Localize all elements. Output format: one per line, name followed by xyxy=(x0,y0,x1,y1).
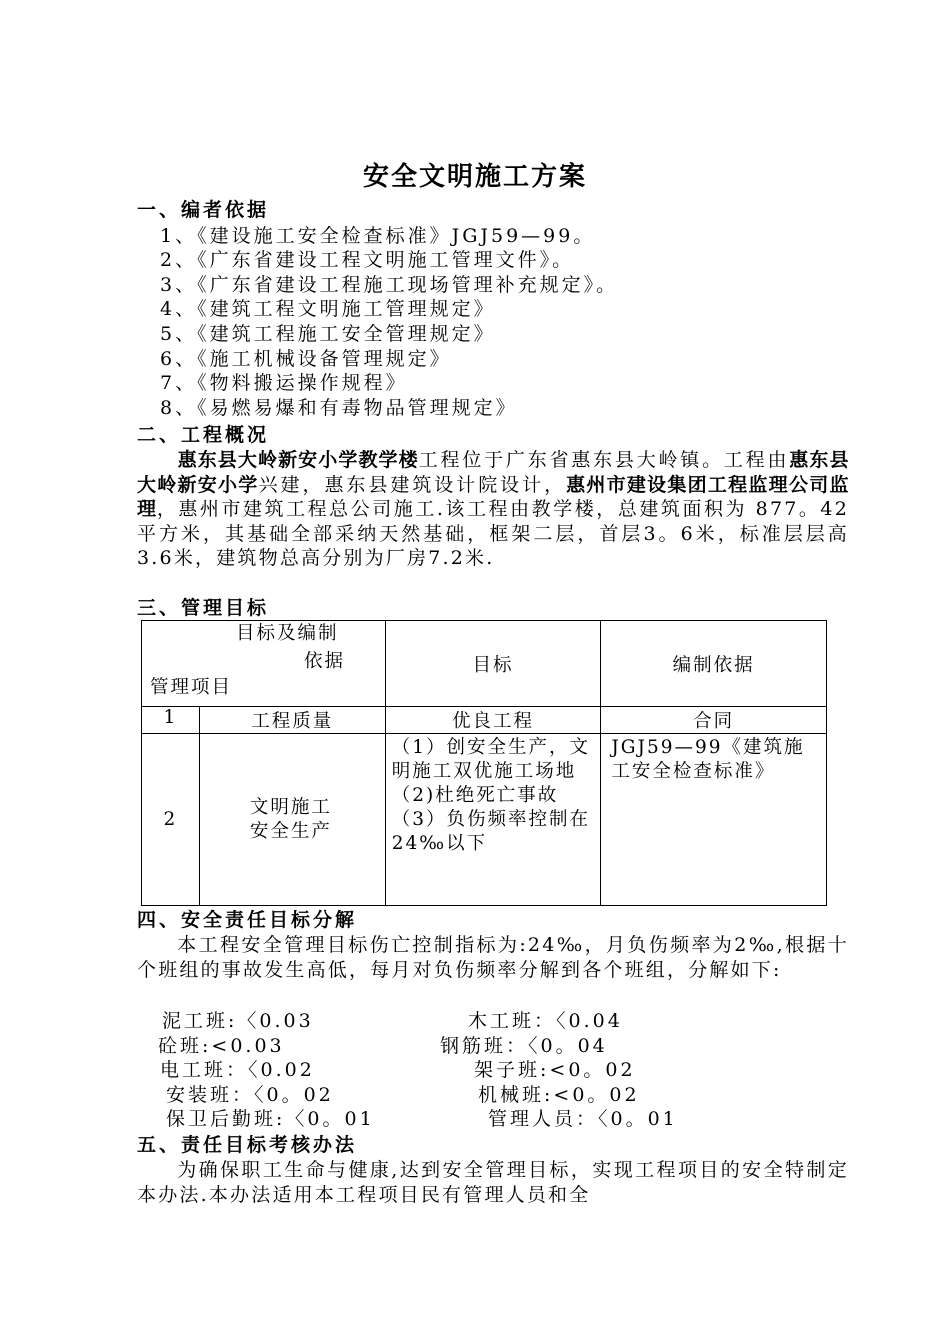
overview-paragraph: 惠东县大岭新安小学教学楼工程位于广东省惠东县大岭镇。工程由惠东县大岭新安小学兴建，惠东县建筑设计院设计，惠州市建设集团工程监理公司监理，惠州市建筑工程总公司施工.该工程由教学楼，总建筑面积为 877。42平方米，其基础全部采纳天然基础，框架二层，首层3。6米，标准层层高3.6米，建筑物总高分别为厂房7.2米. xyxy=(137,449,849,570)
management-goals-table xyxy=(141,620,827,906)
table-row: 1 工程质量 优良工程 合同 xyxy=(142,707,827,734)
quota-item: 安装班：〈0。02 xyxy=(166,1084,334,1106)
quota-item: 钢筋班：〈0。04 xyxy=(440,1035,608,1057)
table-row: 2 文明施工安全生产 （1）创安全生产，文明施工双优施工场地（2)杜绝死亡事故（3）负伤频率控制在24‰以下 JGJ59—99《建筑施工安全检查标准》 xyxy=(142,734,827,906)
assessment-paragraph: 为确保职工生命与健康,达到安全管理目标，实现工程项目的安全特制定本办法.本办法适用本工程项目民有管理人员和全 xyxy=(137,1159,849,1206)
quota-item: 保卫后勤班:〈0。01 xyxy=(166,1108,375,1130)
quota-item: 机械班:<0。02 xyxy=(478,1084,640,1106)
table-header-basis: 编制依据 xyxy=(601,621,827,707)
reference-item: 3、《广东省建设工程施工现场管理补充规定》。 xyxy=(160,274,619,296)
quota-item: 砼班:<0.03 xyxy=(158,1035,285,1057)
quota-item: 木工班：〈0.04 xyxy=(468,1010,623,1032)
reference-item: 4、《建筑工程文明施工管理规定》 xyxy=(160,298,496,320)
reference-item: 5、《建筑工程施工安全管理规定》 xyxy=(160,323,496,345)
reference-item: 7、《物料搬运操作规程》 xyxy=(160,372,408,394)
table-header-target: 目标 xyxy=(385,621,601,707)
section-heading-assessment: 五、责任目标考核办法 xyxy=(137,1134,358,1156)
quota-item: 泥工班:〈0.03 xyxy=(162,1010,314,1032)
reference-item: 6、《施工机械设备管理规定》 xyxy=(160,348,452,370)
reference-item: 1、《建设施工安全检查标准》JGJ59—99。 xyxy=(160,225,596,247)
table-header-diagonal-cell: 目标及编制 依据 管理项目 xyxy=(142,621,386,707)
reference-item: 2、《广东省建设工程文明施工管理文件》。 xyxy=(160,249,575,271)
project-name: 惠东县大岭新安小学教学楼 xyxy=(177,449,419,471)
section-heading-basis: 一、编者依据 xyxy=(137,199,270,221)
section-heading-responsibility: 四、安全责任目标分解 xyxy=(137,909,358,931)
reference-item: 8、《易燃易爆和有毒物品管理规定》 xyxy=(160,397,518,419)
responsibility-paragraph: 本工程安全管理目标伤亡控制指标为:24‰，月负伤频率为2‰,根据十个班组的事故发生高低，每月对负伤频率分解到各个班组，分解如下: xyxy=(137,934,849,981)
page-title: 安全文明施工方案 xyxy=(362,162,587,192)
supervisor-name: 惠州市建设集团工程监理公司监理 xyxy=(137,473,849,521)
quota-item: 电工班：〈0.02 xyxy=(160,1059,315,1081)
quota-item: 管理人员：〈0。01 xyxy=(488,1108,678,1130)
builder-name: 惠东县大岭新安小学 xyxy=(137,449,849,496)
quota-item: 架子班:<0。02 xyxy=(474,1059,636,1081)
section-heading-overview: 二、工程概况 xyxy=(137,424,270,446)
section-heading-goals: 三、管理目标 xyxy=(137,597,270,619)
